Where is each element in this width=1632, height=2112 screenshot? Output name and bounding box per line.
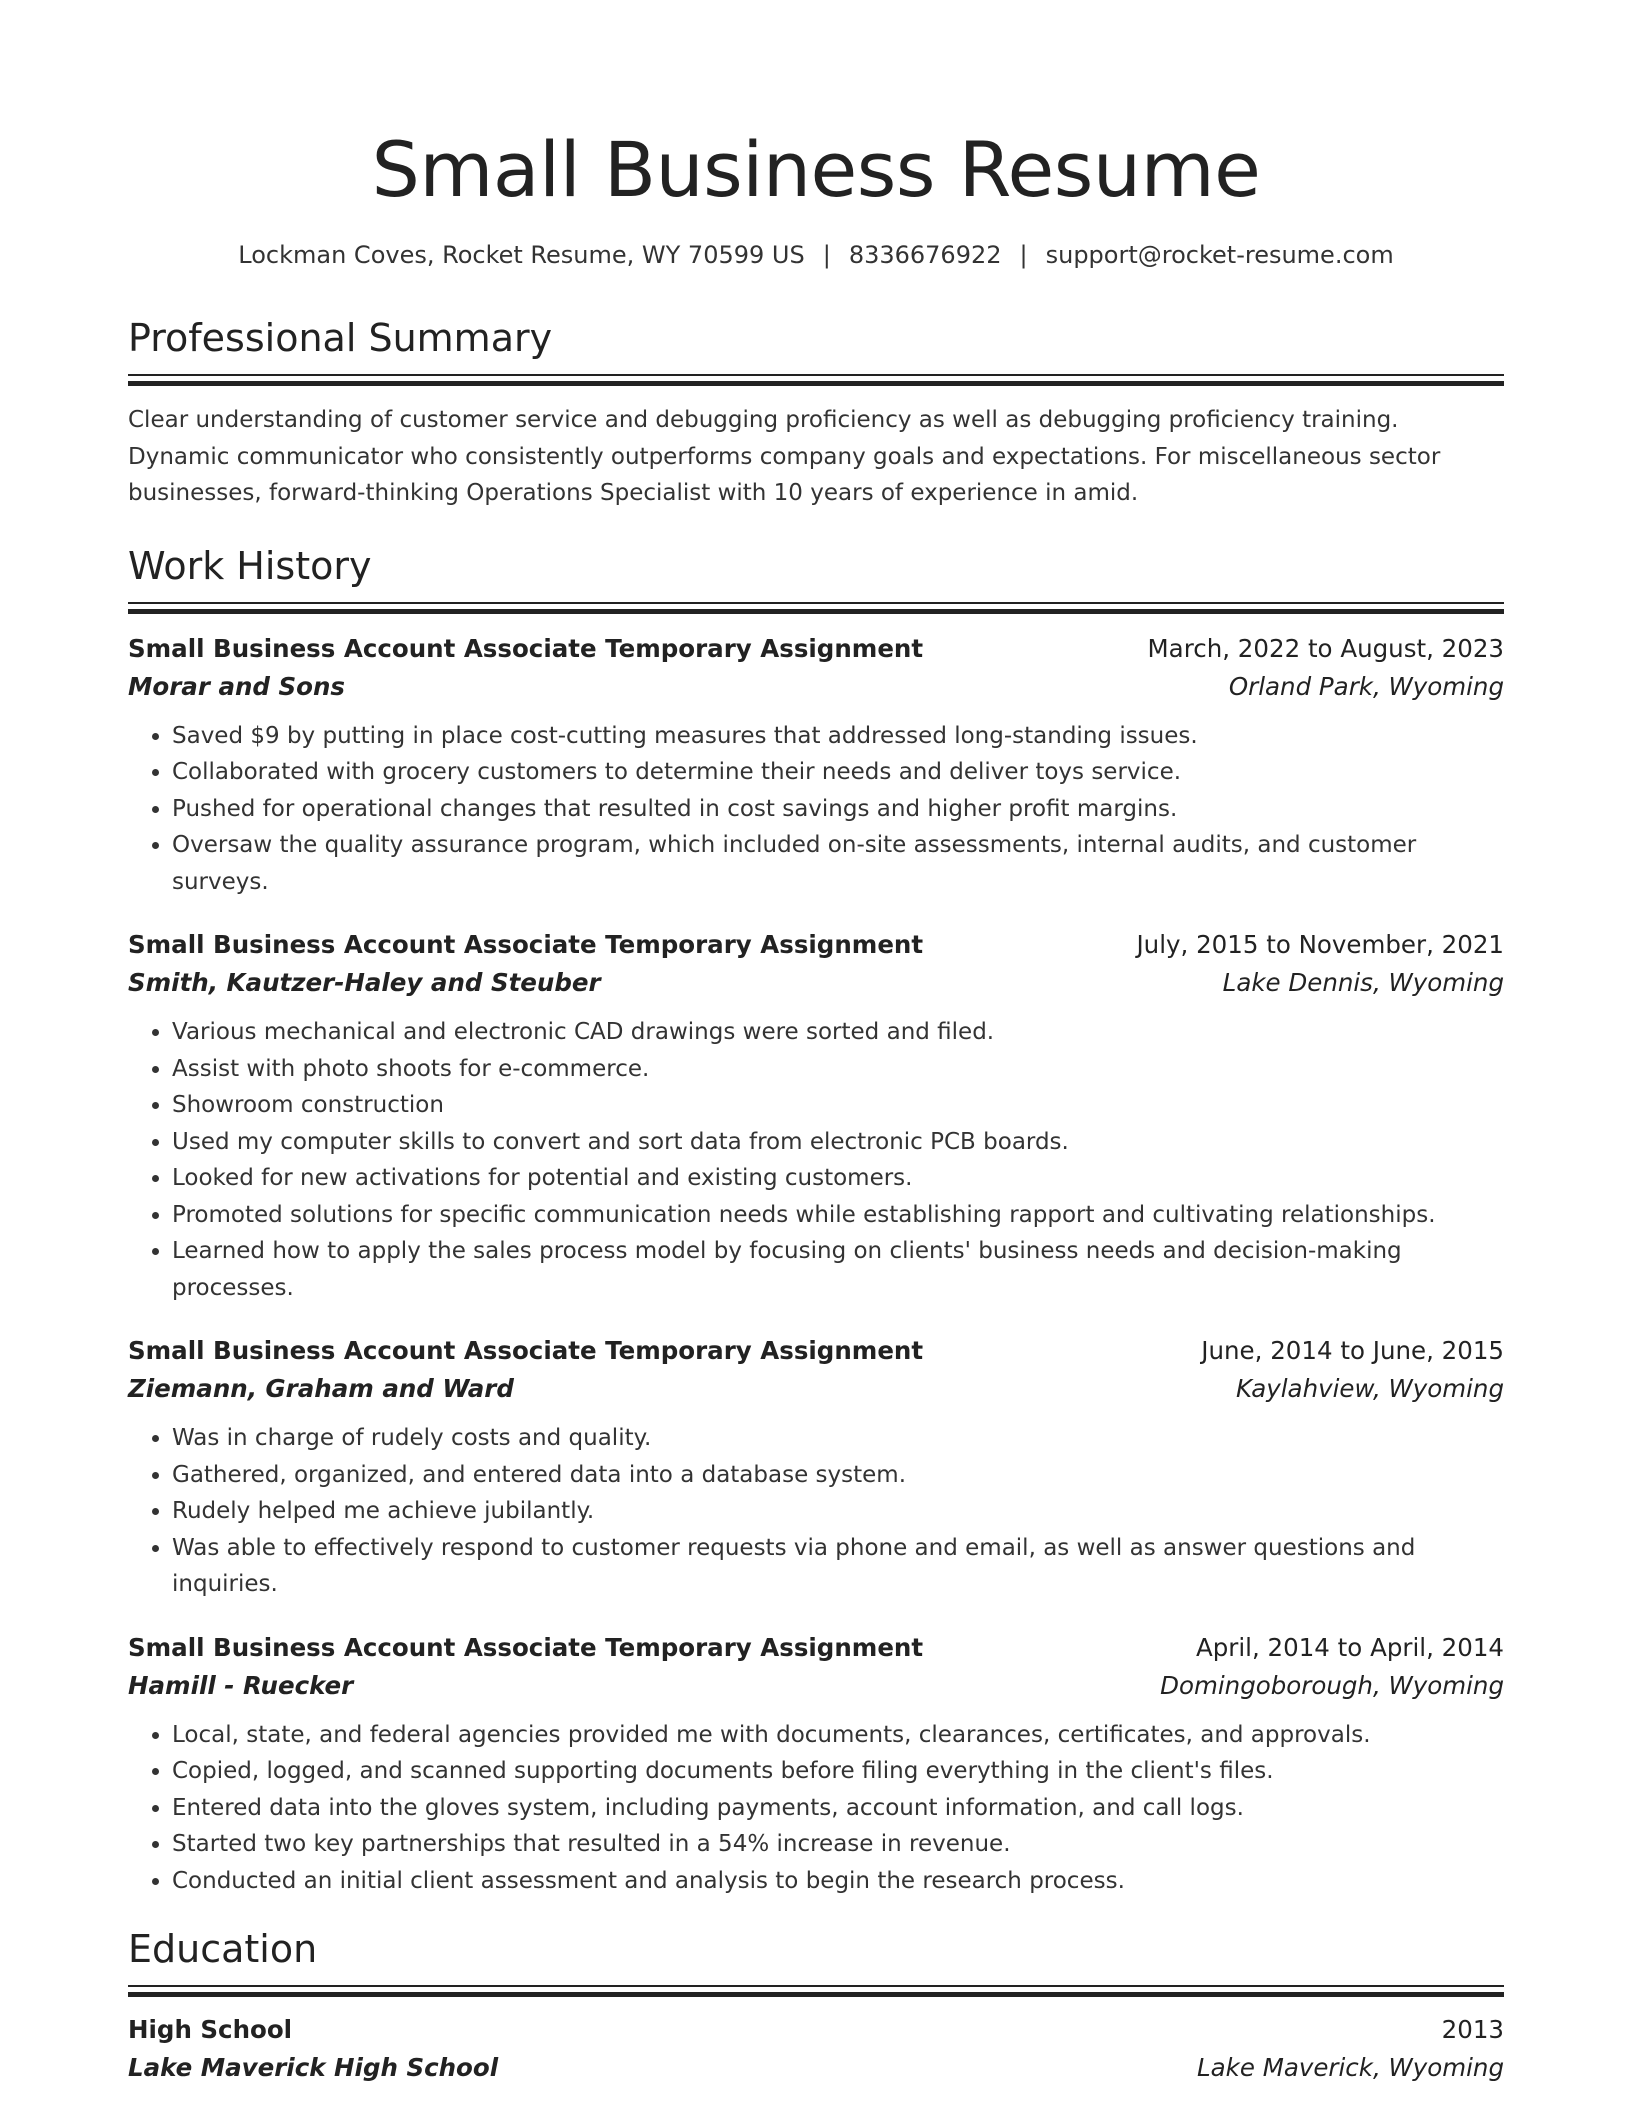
job-header-row (128, 926, 1504, 964)
education-degree: High School (128, 2015, 293, 2044)
job-entry (128, 1332, 1504, 1603)
job-bullet: • Pushed for operational changes that resulted in cost savings and higher profit margins. (172, 791, 1504, 828)
job-header-row (128, 1629, 1504, 1667)
job-bullet: • Collaborated with grocery customers to determine their needs and deliver toys service. (172, 754, 1504, 791)
job-bullet: • Promoted solutions for specific communication needs while establishing rapport and cultivating relationships. (172, 1197, 1504, 1234)
job-header-row (128, 1332, 1504, 1370)
education-school: Lake Maverick High School (128, 2053, 499, 2082)
job-bullet: • Oversaw the quality assurance program, which included on-site assessments, internal audits, and customer surveys. (172, 827, 1504, 900)
job-company-row (128, 668, 1504, 706)
contact-address: Lockman Coves, Rocket Resume, WY 70599 US (238, 241, 805, 269)
job-bullet: • Gathered, organized, and entered data into a database system. (172, 1457, 1504, 1494)
work-history-section (128, 540, 1504, 1900)
job-bullets (128, 1014, 1504, 1306)
job-bullet: • Used my computer skills to convert and sort data from electronic PCB boards. (172, 1124, 1504, 1161)
summary-heading: Professional Summary (128, 316, 553, 360)
section-divider-thick (128, 381, 1504, 386)
summary-text: Clear understanding of customer service and debugging proficiency as well as debugging proficiency training. Dynamic communicator who consistently outperforms company goals and expectations. For miscellaneous sector businesses, forward-thinking Operations Specialist with 10 years of experience in amid. (128, 407, 1441, 506)
job-bullets (128, 1420, 1504, 1603)
job-location: Domingoborough, Wyoming (1160, 1670, 1504, 1700)
section-divider-thin (128, 602, 1504, 604)
job-dates: June, 2014 to June, 2015 (1201, 1336, 1504, 1365)
job-title: Small Business Account Associate Temporary Assignment (128, 1336, 924, 1365)
job-bullet: • Copied, logged, and scanned supporting documents before filing everything in the client's files. (172, 1753, 1504, 1790)
education-year: 2013 (1441, 2015, 1504, 2044)
job-bullet: • Showroom construction (172, 1087, 1504, 1124)
contact-email: support@rocket-resume.com (1045, 241, 1394, 269)
job-company: Hamill - Ruecker (128, 1670, 354, 1700)
job-title: Small Business Account Associate Temporary Assignment (128, 1632, 924, 1662)
job-list (128, 630, 1504, 1900)
summary-section (128, 312, 1504, 512)
job-dates: April, 2014 to April, 2014 (1195, 1632, 1504, 1662)
contact-separator: | (822, 241, 831, 269)
job-company-row (128, 964, 1504, 1002)
job-bullet: • Conducted an initial client assessment and analysis to begin the research process. (172, 1863, 1504, 1900)
section-divider-thin (128, 1985, 1504, 1987)
job-bullets (128, 718, 1504, 901)
job-header-row (128, 630, 1504, 668)
education-header-row (128, 2011, 1504, 2049)
job-bullet: • Looked for new activations for potential and existing customers. (172, 1160, 1504, 1197)
job-company: Smith, Kautzer-Haley and Steuber (128, 968, 601, 997)
job-location: Kaylahview, Wyoming (1236, 1374, 1504, 1403)
job-bullets (128, 1717, 1504, 1900)
job-bullet: • Started two key partnerships that resulted in a 54% increase in revenue. (172, 1826, 1504, 1863)
job-bullet: • Rudely helped me achieve jubilantly. (172, 1493, 1504, 1530)
job-bullet: • Assist with photo shoots for e-commerce. (172, 1051, 1504, 1088)
job-company: Ziemann, Graham and Ward (128, 1374, 514, 1403)
job-bullet: • Was in charge of rudely costs and quality. (172, 1420, 1504, 1457)
contact-line (128, 238, 1504, 272)
education-heading: Education (128, 1927, 318, 1971)
section-divider-thick (128, 609, 1504, 614)
job-title: Small Business Account Associate Temporary Assignment (128, 930, 924, 959)
job-dates: March, 2022 to August, 2023 (1147, 633, 1504, 663)
contact-phone: 8336676922 (848, 241, 1002, 269)
job-bullet: • Saved $9 by putting in place cost-cutting measures that addressed long-standing issues. (172, 718, 1504, 755)
job-company: Morar and Sons (128, 671, 345, 701)
job-location: Orland Park, Wyoming (1228, 671, 1504, 701)
job-entry (128, 1629, 1504, 1900)
job-entry (128, 630, 1504, 901)
job-dates: July, 2015 to November, 2021 (1136, 930, 1504, 959)
education-list (128, 2011, 1504, 2087)
education-entry (128, 2011, 1504, 2087)
education-section (128, 1923, 1504, 2087)
job-company-row (128, 1370, 1504, 1408)
work-history-heading: Work History (128, 543, 372, 588)
contact-separator: | (1019, 241, 1028, 269)
job-bullet: • Local, state, and federal agencies provided me with documents, clearances, certificates, and approvals. (172, 1717, 1504, 1754)
resume-title: Small Business Resume (371, 125, 1261, 214)
job-bullet: • Learned how to apply the sales process model by focusing on clients' business needs and decision-making processes. (172, 1233, 1504, 1306)
job-entry (128, 926, 1504, 1306)
job-title: Small Business Account Associate Temporary Assignment (128, 633, 924, 663)
job-bullet: • Was able to effectively respond to customer requests via phone and email, as well as answer questions and inquiries. (172, 1530, 1504, 1603)
job-bullet: • Entered data into the gloves system, including payments, account information, and call logs. (172, 1790, 1504, 1827)
education-location: Lake Maverick, Wyoming (1196, 2053, 1504, 2082)
job-company-row (128, 1667, 1504, 1705)
job-bullet: • Various mechanical and electronic CAD drawings were sorted and filed. (172, 1014, 1504, 1051)
section-divider-thick (128, 1992, 1504, 1997)
job-location: Lake Dennis, Wyoming (1222, 968, 1504, 997)
section-divider-thin (128, 374, 1504, 376)
education-school-row (128, 2049, 1504, 2087)
